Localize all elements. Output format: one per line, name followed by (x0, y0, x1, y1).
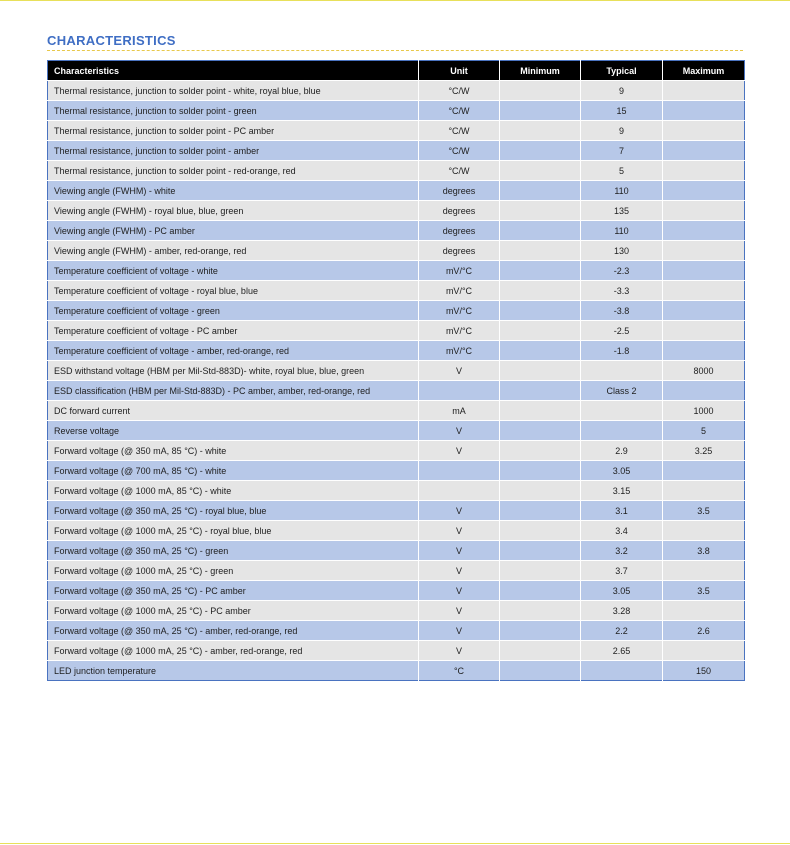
typical-cell: 3.4 (581, 521, 663, 541)
maximum-cell (663, 161, 745, 181)
table-row (48, 81, 745, 101)
unit-cell: °C/W (419, 141, 500, 161)
maximum-cell (663, 241, 745, 261)
characteristic-cell: Thermal resistance, junction to solder point - PC amber (48, 121, 419, 141)
table-row (48, 101, 745, 121)
unit-cell (419, 481, 500, 501)
characteristic-cell: Temperature coefficient of voltage - white (48, 261, 419, 281)
page-bottom-border (0, 843, 790, 844)
page-top-border (0, 0, 790, 1)
minimum-cell (500, 601, 581, 621)
minimum-cell (500, 541, 581, 561)
table-row (48, 581, 745, 601)
minimum-cell (500, 421, 581, 441)
unit-cell: degrees (419, 241, 500, 261)
typical-cell (581, 661, 663, 681)
characteristic-cell: Reverse voltage (48, 421, 419, 441)
characteristic-cell: Forward voltage (@ 1000 mA, 25 °C) - royal blue, blue (48, 521, 419, 541)
table-row (48, 381, 745, 401)
characteristic-cell: Forward voltage (@ 1000 mA, 85 °C) - white (48, 481, 419, 501)
maximum-cell (663, 461, 745, 481)
table-row (48, 561, 745, 581)
typical-cell: 5 (581, 161, 663, 181)
table-row (48, 661, 745, 681)
table-row (48, 641, 745, 661)
maximum-cell: 3.8 (663, 541, 745, 561)
maximum-cell: 150 (663, 661, 745, 681)
minimum-cell (500, 481, 581, 501)
header-typical: Typical (581, 61, 663, 81)
minimum-cell (500, 161, 581, 181)
unit-cell: mA (419, 401, 500, 421)
typical-cell: Class 2 (581, 381, 663, 401)
characteristic-cell: Thermal resistance, junction to solder point - white, royal blue, blue (48, 81, 419, 101)
characteristic-cell: Temperature coefficient of voltage - PC amber (48, 321, 419, 341)
table-row (48, 341, 745, 361)
minimum-cell (500, 581, 581, 601)
minimum-cell (500, 321, 581, 341)
characteristic-cell: Forward voltage (@ 700 mA, 85 °C) - white (48, 461, 419, 481)
minimum-cell (500, 341, 581, 361)
characteristic-cell: Thermal resistance, junction to solder point - red-orange, red (48, 161, 419, 181)
unit-cell: mV/°C (419, 301, 500, 321)
table-body (48, 81, 745, 681)
maximum-cell (663, 521, 745, 541)
maximum-cell (663, 561, 745, 581)
minimum-cell (500, 381, 581, 401)
characteristic-cell: LED junction temperature (48, 661, 419, 681)
characteristic-cell: ESD classification (HBM per Mil-Std-883D) - PC amber, amber, red-orange, red (48, 381, 419, 401)
characteristic-cell: Temperature coefficient of voltage - green (48, 301, 419, 321)
maximum-cell: 3.5 (663, 581, 745, 601)
typical-cell: 3.05 (581, 461, 663, 481)
minimum-cell (500, 661, 581, 681)
characteristic-cell: Viewing angle (FWHM) - amber, red-orange, red (48, 241, 419, 261)
typical-cell: 9 (581, 81, 663, 101)
characteristic-cell: ESD withstand voltage (HBM per Mil-Std-883D)- white, royal blue, blue, green (48, 361, 419, 381)
minimum-cell (500, 181, 581, 201)
table-row (48, 541, 745, 561)
typical-cell: 2.65 (581, 641, 663, 661)
characteristic-cell: Forward voltage (@ 350 mA, 25 °C) - amber, red-orange, red (48, 621, 419, 641)
maximum-cell: 3.5 (663, 501, 745, 521)
maximum-cell (663, 281, 745, 301)
maximum-cell (663, 381, 745, 401)
minimum-cell (500, 261, 581, 281)
unit-cell: V (419, 501, 500, 521)
characteristic-cell: Thermal resistance, junction to solder point - amber (48, 141, 419, 161)
table-row (48, 241, 745, 261)
typical-cell: 3.15 (581, 481, 663, 501)
typical-cell: -3.8 (581, 301, 663, 321)
typical-cell: -2.3 (581, 261, 663, 281)
minimum-cell (500, 201, 581, 221)
minimum-cell (500, 561, 581, 581)
characteristic-cell: Temperature coefficient of voltage - royal blue, blue (48, 281, 419, 301)
minimum-cell (500, 501, 581, 521)
characteristic-cell: Temperature coefficient of voltage - amber, red-orange, red (48, 341, 419, 361)
typical-cell: 3.7 (581, 561, 663, 581)
maximum-cell (663, 181, 745, 201)
unit-cell: degrees (419, 221, 500, 241)
table-row (48, 121, 745, 141)
characteristic-cell: DC forward current (48, 401, 419, 421)
header-maximum: Maximum (663, 61, 745, 81)
unit-cell: °C (419, 661, 500, 681)
characteristic-cell: Viewing angle (FWHM) - royal blue, blue, green (48, 201, 419, 221)
table-row (48, 361, 745, 381)
minimum-cell (500, 361, 581, 381)
typical-cell: 15 (581, 101, 663, 121)
section-title: CHARACTERISTICS (47, 33, 176, 48)
characteristic-cell: Viewing angle (FWHM) - PC amber (48, 221, 419, 241)
unit-cell (419, 381, 500, 401)
table-row (48, 141, 745, 161)
typical-cell: 110 (581, 221, 663, 241)
minimum-cell (500, 441, 581, 461)
maximum-cell (663, 641, 745, 661)
unit-cell: V (419, 361, 500, 381)
unit-cell: V (419, 421, 500, 441)
characteristic-cell: Forward voltage (@ 1000 mA, 25 °C) - green (48, 561, 419, 581)
typical-cell: 3.05 (581, 581, 663, 601)
typical-cell: -2.5 (581, 321, 663, 341)
typical-cell: 2.9 (581, 441, 663, 461)
unit-cell: °C/W (419, 161, 500, 181)
maximum-cell (663, 341, 745, 361)
typical-cell: 3.28 (581, 601, 663, 621)
maximum-cell: 3.25 (663, 441, 745, 461)
unit-cell: V (419, 581, 500, 601)
table-row (48, 401, 745, 421)
table-row (48, 261, 745, 281)
maximum-cell (663, 601, 745, 621)
typical-cell: 7 (581, 141, 663, 161)
table-row (48, 441, 745, 461)
unit-cell: °C/W (419, 121, 500, 141)
unit-cell: V (419, 641, 500, 661)
minimum-cell (500, 461, 581, 481)
maximum-cell (663, 481, 745, 501)
minimum-cell (500, 101, 581, 121)
typical-cell: 130 (581, 241, 663, 261)
unit-cell: mV/°C (419, 281, 500, 301)
maximum-cell: 5 (663, 421, 745, 441)
table-row (48, 461, 745, 481)
minimum-cell (500, 621, 581, 641)
maximum-cell (663, 301, 745, 321)
maximum-cell: 2.6 (663, 621, 745, 641)
maximum-cell (663, 321, 745, 341)
minimum-cell (500, 401, 581, 421)
unit-cell: mV/°C (419, 341, 500, 361)
maximum-cell (663, 81, 745, 101)
table-row (48, 321, 745, 341)
typical-cell: 3.1 (581, 501, 663, 521)
characteristic-cell: Forward voltage (@ 350 mA, 25 °C) - royal blue, blue (48, 501, 419, 521)
table-row (48, 421, 745, 441)
minimum-cell (500, 241, 581, 261)
typical-cell (581, 421, 663, 441)
unit-cell: V (419, 521, 500, 541)
unit-cell: V (419, 621, 500, 641)
table-row (48, 521, 745, 541)
typical-cell (581, 401, 663, 421)
minimum-cell (500, 121, 581, 141)
typical-cell: -3.3 (581, 281, 663, 301)
typical-cell: -1.8 (581, 341, 663, 361)
table-header-row (48, 61, 745, 81)
table-row (48, 181, 745, 201)
table-row (48, 161, 745, 181)
minimum-cell (500, 301, 581, 321)
minimum-cell (500, 281, 581, 301)
unit-cell: mV/°C (419, 321, 500, 341)
table-row (48, 301, 745, 321)
unit-cell: degrees (419, 181, 500, 201)
typical-cell: 9 (581, 121, 663, 141)
characteristic-cell: Forward voltage (@ 350 mA, 85 °C) - white (48, 441, 419, 461)
unit-cell: V (419, 441, 500, 461)
characteristic-cell: Forward voltage (@ 1000 mA, 25 °C) - amber, red-orange, red (48, 641, 419, 661)
minimum-cell (500, 221, 581, 241)
table-row (48, 621, 745, 641)
table-row (48, 501, 745, 521)
characteristic-cell: Forward voltage (@ 350 mA, 25 °C) - PC amber (48, 581, 419, 601)
header-characteristics: Characteristics (48, 61, 419, 81)
characteristic-cell: Forward voltage (@ 350 mA, 25 °C) - green (48, 541, 419, 561)
minimum-cell (500, 141, 581, 161)
minimum-cell (500, 521, 581, 541)
unit-cell: mV/°C (419, 261, 500, 281)
typical-cell: 3.2 (581, 541, 663, 561)
maximum-cell (663, 221, 745, 241)
unit-cell: °C/W (419, 81, 500, 101)
characteristic-cell: Viewing angle (FWHM) - white (48, 181, 419, 201)
typical-cell: 2.2 (581, 621, 663, 641)
table-row (48, 281, 745, 301)
unit-cell (419, 461, 500, 481)
table-row (48, 221, 745, 241)
characteristics-table (47, 60, 745, 681)
typical-cell: 135 (581, 201, 663, 221)
typical-cell (581, 361, 663, 381)
unit-cell: °C/W (419, 101, 500, 121)
characteristic-cell: Forward voltage (@ 1000 mA, 25 °C) - PC amber (48, 601, 419, 621)
unit-cell: degrees (419, 201, 500, 221)
table-row (48, 601, 745, 621)
header-minimum: Minimum (500, 61, 581, 81)
section-divider (47, 50, 743, 51)
maximum-cell (663, 141, 745, 161)
minimum-cell (500, 641, 581, 661)
table-row (48, 201, 745, 221)
maximum-cell (663, 121, 745, 141)
characteristic-cell: Thermal resistance, junction to solder point - green (48, 101, 419, 121)
maximum-cell: 8000 (663, 361, 745, 381)
header-unit: Unit (419, 61, 500, 81)
table-row (48, 481, 745, 501)
unit-cell: V (419, 601, 500, 621)
maximum-cell: 1000 (663, 401, 745, 421)
unit-cell: V (419, 541, 500, 561)
typical-cell: 110 (581, 181, 663, 201)
unit-cell: V (419, 561, 500, 581)
maximum-cell (663, 101, 745, 121)
maximum-cell (663, 261, 745, 281)
maximum-cell (663, 201, 745, 221)
minimum-cell (500, 81, 581, 101)
